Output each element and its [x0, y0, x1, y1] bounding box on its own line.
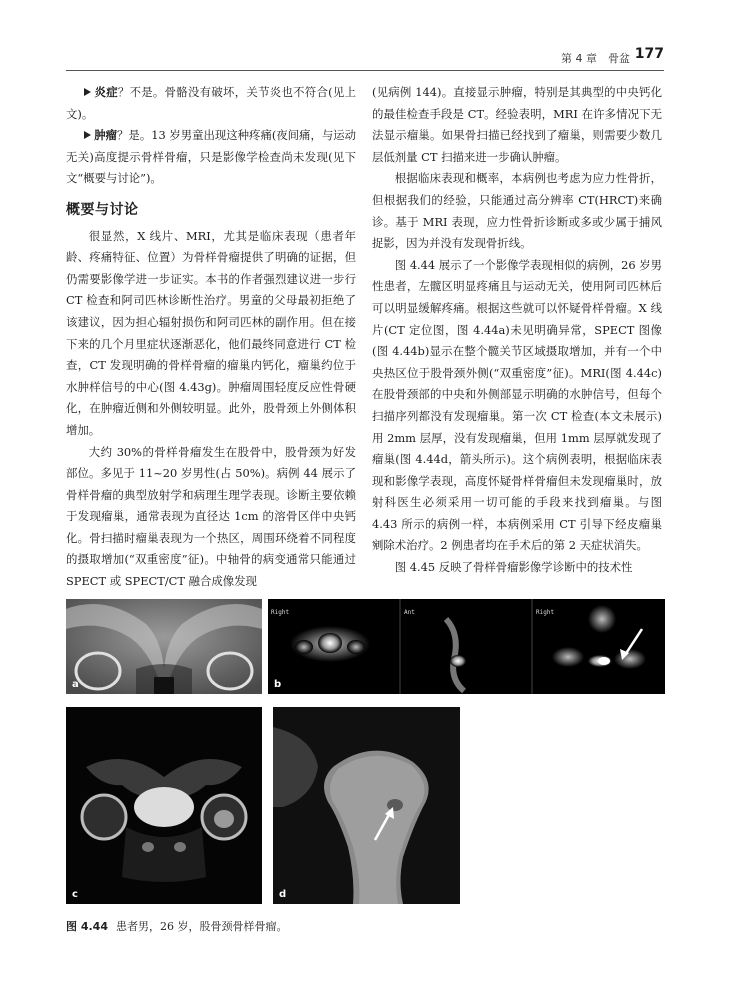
figure-c-mri — [66, 707, 262, 904]
bullet-text: ？不是。骨骼没有破坏，关节炎也不符合(见上文)。 — [66, 85, 356, 121]
page-header — [66, 46, 664, 71]
pelvis-xray-image — [66, 599, 262, 694]
bullet-inflammation — [66, 82, 356, 125]
paragraph: 根据临床表现和概率，本病例也考虑为应力性骨折，但根据我们的经验，只能通过高分辨率 CT(HRCT)来确诊。基于 MRI 表现，应力性骨折诊断或多或少属于捕风捉影，因为并没有发现骨折线。 — [372, 171, 662, 251]
paragraph: 大约 30%的骨样骨瘤发生在股骨中，股骨颈为好发部位。多见于 11~20 岁男性(占 50%)。病例 44 展示了骨样骨瘤的典型放射学和病理生理学表现。诊断主要依赖于发现瘤巢，通常表现为直径达 1cm 的溶骨区伴中央钙化。骨扫描时瘤巢表现为一个热区，周围环绕着不同程度的摄取增加(“双重密度”征)。中轴骨的病变通常只能通过 SPECT 或 SPECT/CT 融合成像发现 — [66, 444, 356, 589]
section-title: 概要与讨论 — [66, 201, 139, 218]
bullet-tumor — [66, 125, 356, 190]
paragraph: 很显然，X 线片、MRI，尤其是临床表现（患者年龄、疼痛特征、位置）为骨样骨瘤提供了明确的证据，但仍需要影像学进一步证实。本书的作者强烈建议进一步行 CT 检查和阿司匹林诊断性治疗。男童的父母最初拒绝了该建议，因为担心辐射损伤和阿司匹林的副作用。但在接下来的几个月里症状逐渐恶化，他们最终同意进行 CT 检查，CT 发现明确的骨样骨瘤的瘤巢内钙化，瘤巢约位于水肿样信号的中心(图 4.43g)。肿瘤周围轻度反应性骨硬化，在肿瘤近侧和外侧较明显。此外，股骨颈上外侧体积增加。 — [66, 228, 356, 437]
right-column — [372, 82, 662, 579]
bullet-text: ？是。13 岁男童出现这种疼痛(夜间痛，与运动无关)高度提示骨样骨瘤，只是影像学检查尚未发现(见下文“概要与讨论”)。 — [66, 128, 357, 186]
page-number: 177 — [634, 46, 664, 62]
paragraph: (见病例 144)。直接显示肿瘤，特别是其典型的中央钙化的最佳检查手段是 CT。经验表明，MRI 在许多情况下无法显示瘤巢。如果骨扫描已经找到了瘤巢，则需要少数几层低剂量 CT 扫描来进一步确认肿瘤。 — [372, 85, 662, 164]
mri-image — [66, 707, 262, 904]
spect-view-label: Right — [536, 609, 555, 616]
figure-label: d — [279, 889, 287, 900]
paragraph: 图 4.44 展示了一个影像学表现相似的病例，26 岁男性患者，左髋区明显疼痛且与运动无关，使用阿司匹林后可以明显缓解疼痛。根据这些就可以怀疑骨样骨瘤。X 线片(CT 定位图，图 4.44a)未见明确异常，SPECT 图像(图 4.44b)显示在整个髋关节区域摄取增加，并有一个中央热区位于股骨颈外侧(“双重密度”征)。MRI(图 4.44c)在股骨颈部的中央和外侧部显示明确的水肿信号，但每个扫描序列都没有发现瘤巢。第一次 CT 检查(本文未展示)用 2mm 层厚，没有发现瘤巢，但用 1mm 层厚就发现了瘤巢(图 4.44d，箭头所示)。这个病例表明，根据临床表现和影像学表现，高度怀疑骨样骨瘤但未发现瘤巢时，放射科医生必须采用一切可能的手段来找到瘤巢。与图 4.43 所示的病例一样，本病例采用 CT 引导下经皮瘤巢剜除术治疗。2 例患者均在手术后的第 2 天症状消失。 — [372, 257, 662, 553]
bullet-term: 肿瘤 — [94, 128, 118, 143]
bullet-term: 炎症 — [94, 85, 118, 99]
figure-caption — [66, 918, 287, 934]
running-head: 第 4 章 骨盆 — [561, 52, 630, 65]
figure-label: b — [274, 679, 282, 690]
triangle-bullet-icon — [84, 88, 91, 96]
figure-a-xray — [66, 599, 262, 694]
left-column — [66, 82, 356, 593]
figure-label: c — [72, 889, 78, 900]
caption-figure-number: 图 4.44 — [66, 920, 108, 933]
figure-label: a — [72, 679, 79, 690]
caption-text: 患者男，26 岁，股骨颈骨样骨瘤。 — [115, 920, 288, 933]
spect-view-label: Right — [271, 609, 290, 616]
spect-image — [268, 599, 665, 694]
spect-view-label: Ant — [404, 609, 415, 616]
triangle-bullet-icon — [84, 131, 91, 139]
figure-d-ct — [273, 707, 460, 904]
ct-image — [273, 707, 460, 904]
paragraph: 图 4.45 反映了骨样骨瘤影像学诊断中的技术性 — [394, 560, 633, 575]
figure-b-spect — [268, 599, 665, 694]
